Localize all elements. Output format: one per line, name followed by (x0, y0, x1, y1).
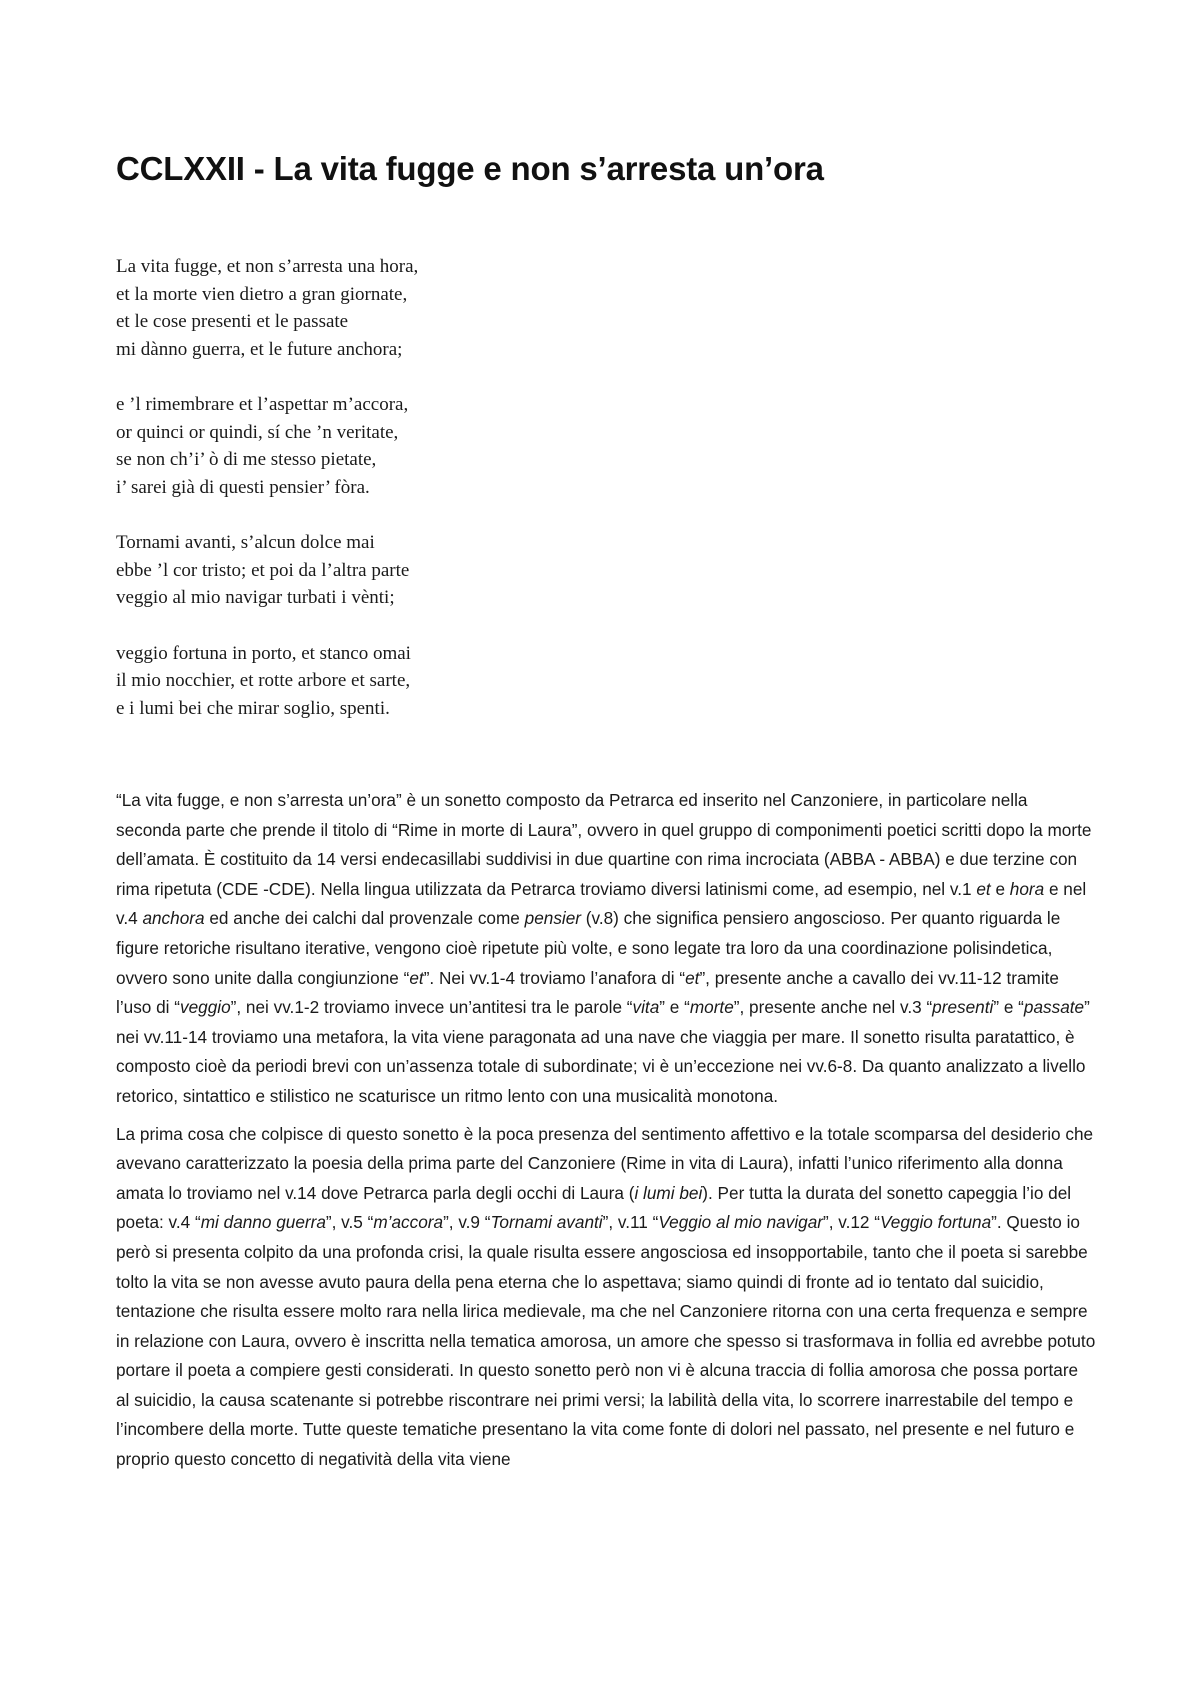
italic-run: pensier (524, 908, 582, 929)
poem-line: et la morte vien dietro a gran giornate, (116, 283, 408, 305)
text-run: (v.8) che significa pensiero angoscioso. Per quanto riguarda le figure retoriche risultano iterative, vengono cioè ripetute più volte, e sono legate tra loro da una coordinazione polisindetica, ovvero sono unite dalla congiunzione “ (116, 908, 1061, 988)
text-run: e (990, 878, 1010, 899)
text-run: ”, presente anche nel v.3 “ (733, 997, 933, 1018)
italic-run: passate (1023, 997, 1085, 1018)
italic-run: et (685, 967, 700, 988)
page-title: CCLXXII - La vita fugge e non s’arresta un’ora (116, 150, 824, 187)
italic-run: vita (632, 997, 660, 1018)
commentary-body (116, 786, 1096, 1483)
text-run: ”. Questo io però si presenta colpito da una profonda crisi, la quale risulta essere angosciosa ed insopportabile, tanto che il poeta si sarebbe tolto la vita se non avesse avuto paura della pena eterna che lo aspettava; siamo quindi di fronte ad io tentato dal suicidio, tentazione che risulta essere molto rara nella lirica medievale, ma che nel Canzoniere ritorna con una certa frequenza e sempre in relazione con Laura, ovvero è inscritta nella tematica amorosa, un amore che spesso si trasformava in follia ed avrebbe potuto portare il poeta a compiere gesti considerati. In questo sonetto però non vi è alcuna traccia di follia amorosa che possa portare al suicidio, la causa scatenante si potrebbe riscontrare nei primi versi; la labilità della vita, lo scorrere inarrestabile del tempo e l’incombere della morte. Tutte queste tematiche presentano la vita come fonte di dolori nel passato, nel presente e nel futuro e proprio questo concetto di negatività della vita viene (116, 1212, 1096, 1470)
text-run: La prima cosa che colpisce di questo sonetto è la poca presenza del sentimento affettivo e la totale scomparsa del desiderio che avevano caratterizzato la poesia della prima parte del Canzoniere (Rime in vita di Laura), infatti l’unico riferimento alla donna amata lo troviamo nel v.14 dove Petrarca parla degli occhi di Laura ( (116, 1123, 1094, 1203)
text-run: ). Per tutta la durata del sonetto capeggia l’io del poeta: v.4 “ (116, 1182, 1072, 1233)
poem-line: La vita fugge, et non s’arresta una hora, (116, 256, 419, 277)
text-run: ” e “ (659, 997, 690, 1018)
italic-run: anchora (142, 908, 205, 929)
text-run: ”, v.12 “ (822, 1212, 880, 1233)
poem-line: mi dànno guerra, et le future anchora; (116, 338, 403, 360)
poem-stanza (116, 529, 636, 612)
poem-line: veggio fortuna in porto, et stanco omai (116, 642, 411, 664)
body-paragraph (116, 786, 1096, 1112)
poem-line: or quinci or quindi, sí che ’n veritate, (116, 421, 399, 443)
poem-stanza (116, 253, 636, 363)
italic-run: et (976, 878, 991, 899)
text-run: ”, nei vv.1-2 troviamo invece un’antitesi tra le parole “ (230, 997, 633, 1018)
text-run: ”, presente anche a cavallo dei vv.11-12 tramite l’uso di “ (116, 967, 1059, 1018)
italic-run: presenti (932, 997, 994, 1018)
italic-run: mi danno guerra (200, 1212, 326, 1233)
text-run: ” e “ (993, 997, 1024, 1018)
text-run: ”, v.5 “ (325, 1212, 374, 1233)
poem-line: et le cose presenti et le passate (116, 311, 349, 332)
poem-line: se non ch’i’ ò di me stesso pietate, (116, 449, 377, 470)
text-run: “La vita fugge, e non s’arresta un’ora” è un sonetto composto da Petrarca ed inserito nel Canzoniere, in particolare nella seconda parte che prende il titolo di “Rime in morte di Laura”, ovvero in quel gruppo di componimenti poetici scritti dopo la morte dell’amata. È costituito da 14 versi endecasillabi suddivisi in due quartine con rima incrociata (ABBA - ABBA) e due terzine con rima ripetuta (CDE -CDE). Nella lingua utilizzata da Petrarca troviamo diversi latinismi come, ad esempio, nel v.1 (116, 790, 1092, 899)
italic-run: Tornami avanti (490, 1212, 603, 1233)
poem-line: veggio al mio navigar turbati i vènti; (116, 587, 395, 608)
poem-line: i’ sarei già di questi pensier’ fòra. (116, 476, 370, 498)
italic-run: veggio (180, 997, 231, 1018)
italic-run: i lumi bei (634, 1182, 703, 1203)
poem-line: ebbe ’l cor tristo; et poi da l’altra parte (116, 559, 410, 581)
text-run: e nel v.4 (116, 878, 1087, 929)
text-run: ”. Nei vv.1-4 troviamo l’anafora di “ (423, 967, 686, 988)
italic-run: Veggio fortuna (879, 1212, 992, 1233)
italic-run: Veggio al mio navigar (658, 1212, 823, 1233)
italic-run: et (409, 967, 424, 988)
poem-stanza (116, 640, 636, 723)
poem-line: e ’l rimembrare et l’aspettar m’accora, (116, 394, 409, 415)
poem-line: il mio nocchier, et rotte arbore et sarte, (116, 670, 411, 691)
italic-run: m’accora (373, 1212, 444, 1233)
body-paragraph (116, 1120, 1096, 1475)
poem (116, 253, 636, 750)
poem-line: e i lumi bei che mirar soglio, spenti. (116, 697, 390, 719)
poem-stanza (116, 391, 636, 501)
text-run: ed anche dei calchi dal provenzale come (204, 908, 525, 929)
poem-line: Tornami avanti, s’alcun dolce mai (116, 532, 375, 553)
text-run: ” nei vv.11-14 troviamo una metafora, la vita viene paragonata ad una nave che viaggia per mare. Il sonetto risulta paratattico, è composto cioè da periodi brevi con un’assenza totale di subordinate; vi è un’eccezione nei vv.6-8. Da quanto analizzato a livello retorico, sintattico e stilistico ne scaturisce un ritmo lento con una musicalità monotona. (116, 997, 1090, 1106)
italic-run: morte (689, 997, 734, 1018)
text-run: ”, v.9 “ (443, 1212, 491, 1233)
text-run: ”, v.11 “ (602, 1212, 659, 1233)
italic-run: hora (1009, 878, 1045, 899)
